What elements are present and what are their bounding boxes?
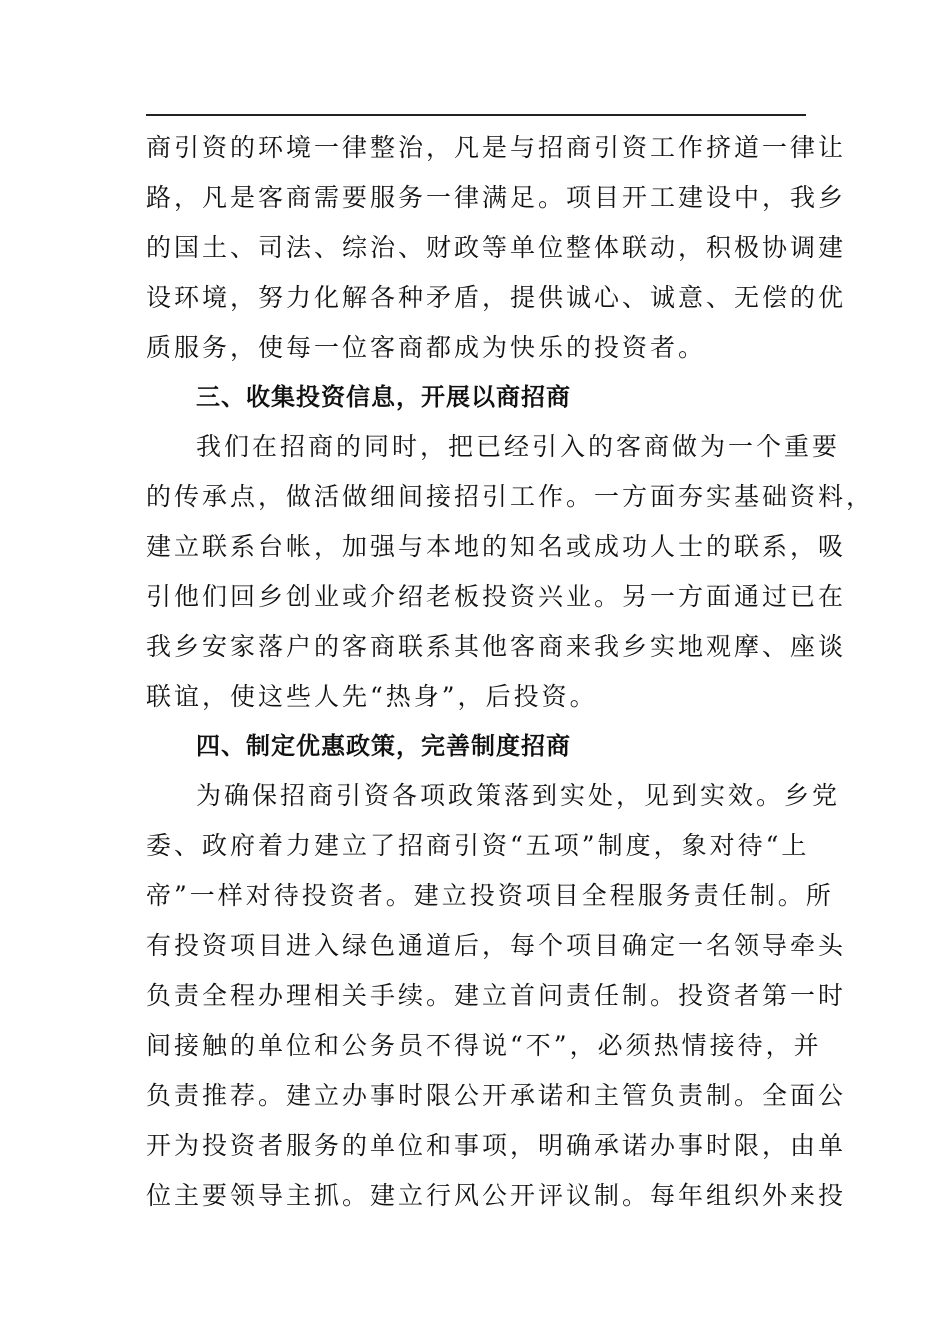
text-line: 负责全程办理相关手续。建立首问责任制。投资者第一时	[146, 981, 847, 1010]
text-line: 我乡安家落户的客商联系其他客商来我乡实地观摩、座谈	[146, 632, 847, 661]
text-line: 联谊，使这些人先“热身”，后投资。	[146, 682, 598, 711]
text-line: 委、政府着力建立了招商引资“五项”制度，象对待“上	[146, 831, 810, 860]
text-line: 引他们回乡创业或介绍老板投资兴业。另一方面通过已在	[146, 582, 847, 611]
text-line: 帝”一样对待投资者。建立投资项目全程服务责任制。所	[146, 881, 834, 910]
section-heading: 三、收集投资信息，开展以商招商	[196, 383, 571, 411]
text-line: 质服务，使每一位客商都成为快乐的投资者。	[146, 333, 707, 362]
text-line: 路，凡是客商需要服务一律满足。项目开工建设中，我乡	[146, 183, 847, 212]
text-line: 开为投资者服务的单位和事项，明确承诺办事时限，由单	[146, 1131, 847, 1160]
text-line: 建立联系台帐，加强与本地的知名或成功人士的联系，吸	[146, 532, 847, 561]
text-line: 间接触的单位和公务员不得说“不”，必须热情接待，并	[146, 1031, 822, 1060]
text-line: 的国土、司法、综治、财政等单位整体联动，积极协调建	[146, 233, 847, 262]
text-line: 商引资的环境一律整治，凡是与招商引资工作挤道一律让	[146, 133, 847, 162]
text-line: 负责推荐。建立办事时限公开承诺和主管负责制。全面公	[146, 1081, 847, 1110]
text-line: 位主要领导主抓。建立行风公开评议制。每年组织外来投	[146, 1181, 847, 1210]
text-line: 有投资项目进入绿色通道后，每个项目确定一名领导牵头	[146, 931, 847, 960]
text-line: 的传承点，做活做细间接招引工作。一方面夯实基础资料，	[146, 482, 875, 511]
text-line: 设环境，努力化解各种矛盾，提供诚心、诚意、无偿的优	[146, 283, 847, 312]
text-line: 我们在招商的同时，把已经引入的客商做为一个重要	[196, 432, 841, 461]
header-rule	[146, 114, 806, 116]
section-heading: 四、制定优惠政策，完善制度招商	[196, 732, 571, 760]
text-line: 为确保招商引资各项政策落到实处，见到实效。乡党	[196, 781, 841, 810]
